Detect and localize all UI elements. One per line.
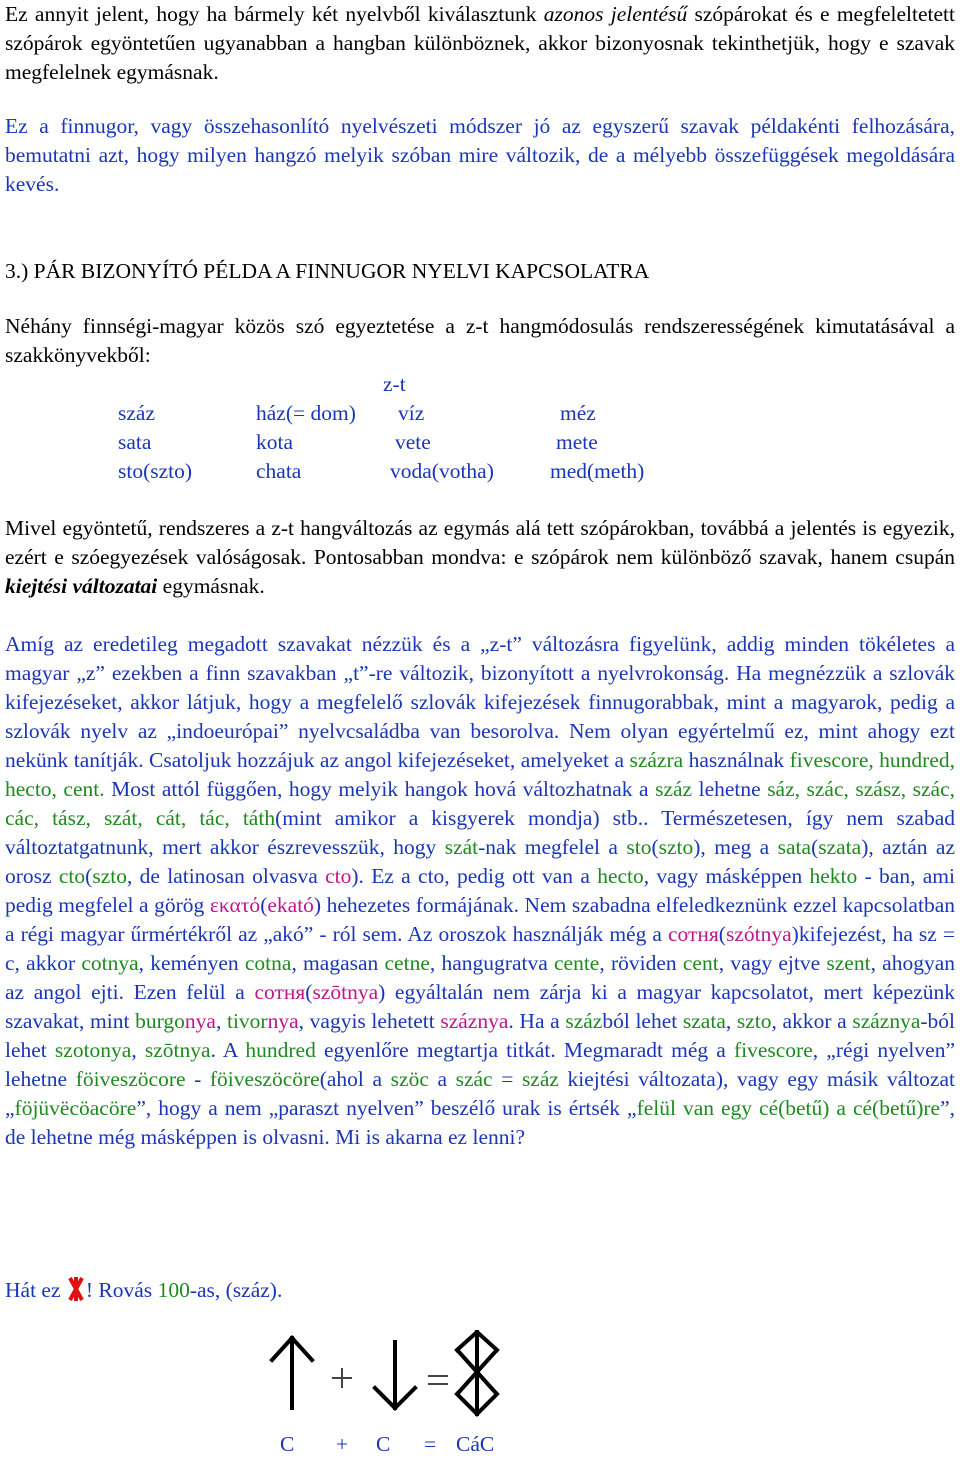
formula-eq: = — [424, 1432, 437, 1456]
rune-sentence: Hát ez ! Rovás 100-as, (száz). — [5, 1278, 283, 1302]
paragraph-3: Néhány finnségi-magyar közös szó egyeztetése a z-t hangmódosulás rendszerességének kimutatásával a szakkönyvekből: — [5, 314, 955, 367]
plus-icon — [332, 1368, 352, 1388]
formula-c1: C — [280, 1432, 295, 1456]
rune-equation — [260, 1330, 500, 1420]
paragraph-4: Mivel egyöntetű, rendszeres a z-t hangváltozás az egymás alá tett szópárokban, továbbá a jelentés is egyezik, ezért e szóegyezések valóságosak. Pontosabban mondva: e szópárok nem különböző szavak, hanem csupán kiejtési változatai egymásnak. — [5, 516, 955, 598]
formula-plus: + — [336, 1432, 349, 1456]
paragraph-1: Ez annyit jelent, hogy ha bármely két nyelvből kiválasztunk azonos jelentésű szópárokat és e megfeleltetett szópárok egyöntetűen ugyanabban a hangban különböznek, akkor bizonyosnak tekinthetjük, hogy e szavak megfelelnek egymásnak. — [5, 2, 956, 84]
formula-result: CáC — [456, 1432, 495, 1456]
rune-100-icon — [67, 1276, 85, 1302]
paragraph-5: Amíg az eredetileg megadott szavakat nézzük és a „z-t” változásra figyelünk, addig minden tökéletes a magyar „z” ezekben a finn szavakban „t”-re változik, bizonyított a nyelvrokonság. Ha megnézzük a szlovák kifejezéseket, akkor látjuk, hogy a megfelelő szlovák kifejezések finnugorabbak, mint a magyarok, pedig a szlovák nyelv az „indoeurópai” nyelvcsaládba van besorolva. Nem olyan egyértelmű ez, mint ahogy ezt nekünk tanítják. Csatoljuk hozzájuk az angol kifejezéseket, amelyeket a százra használnak fivescore, hundred, hecto, cent. Most attól függően, hogy melyik hangok hová változhatnak a száz lehetne sáz, szác, szász, szác, các, tász, szát, cát, tác, táth(mint amikor a kisgyerek mondja) stb.. Természetesen, így nem szabad változtatgatnunk, mert akkor észrevesszük, hogy szát-nak megfelel a sto(szto), meg a sata(szata), aztán az orosz cto(szto, de latinosan olvasva cto). Ez a cto, pedig ott van a hecto, vagy másképpen hekto - ban, ami pedig megfelel a görög εκατό(ekató) hehezetes formájának. Nem szabadna elfeledkeznünk ezzel kapcsolatban a régi magyar űrmértékről az „akó” - ról sem. Az oroszok használják még a сотня(szótnya)kifejezést, ha sz = c, akkor cotnya, keményen cotna, magasan cetne, hangugratva cente, röviden cent, vagy ejtve szent, ahogyan az angol ejti. Ezen felül a сотня(szōtnya) egyáltalán nem zárja ki a magyar kapcsolatot, mert képezünk szavakat, mint burgonya, tivornya, vagyis lehetett száznya. Ha a százból lehet szata, szto, akkor a száznya-ból lehet szotonya, szōtnya. A hundred egyenlőre megtartja titkát. Megmaradt még a fivescore, „régi nyelven” lehetne föiveszöcore - föiveszöcöre(ahol a szöc a szác = száz kiejtési változata), vagy egy másik változat „föjüvëcöacöre”, hogy a nem „paraszt nyelven” beszélő urak is értsék „felül van egy cé(betű) a cé(betű)re”, de lehetne még másképpen is olvasni. Mi is akarna ez lenni? — [5, 632, 956, 1149]
formula-c2: C — [376, 1432, 391, 1456]
table-cell: méz — [560, 401, 596, 425]
table-cell: víz — [398, 401, 425, 425]
table-cell: száz — [118, 401, 155, 425]
table-cell: vete — [395, 430, 431, 454]
paragraph-2: Ez a finnugor, vagy összehasonlító nyelvészeti módszer jó az egyszerű szavak példakénti felhozására, bemutatni azt, hogy milyen hangzó melyik szóban mire változik, de a mélyebb összefüggések megoldására kevés. — [5, 114, 955, 196]
table-header: z-t — [383, 372, 406, 396]
arrow-up-rune-icon — [272, 1338, 312, 1408]
table-cell: kota — [256, 430, 294, 454]
equals-icon — [428, 1376, 448, 1384]
combined-rune-icon — [457, 1332, 497, 1414]
table-cell: mete — [556, 430, 598, 454]
table-cell: voda(votha) — [390, 459, 494, 483]
table-cell: ház(= dom) — [256, 401, 356, 425]
z-t-table — [0, 370, 960, 490]
arrow-down-rune-icon — [375, 1342, 415, 1408]
table-cell: sata — [118, 430, 152, 454]
table-cell: med(meth) — [550, 459, 645, 483]
table-cell: sto(szto) — [118, 459, 193, 483]
table-cell: chata — [256, 459, 302, 483]
section-heading: 3.) PÁR BIZONYÍTÓ PÉLDA A FINNUGOR NYELVI KAPCSOLATRA — [5, 259, 650, 283]
